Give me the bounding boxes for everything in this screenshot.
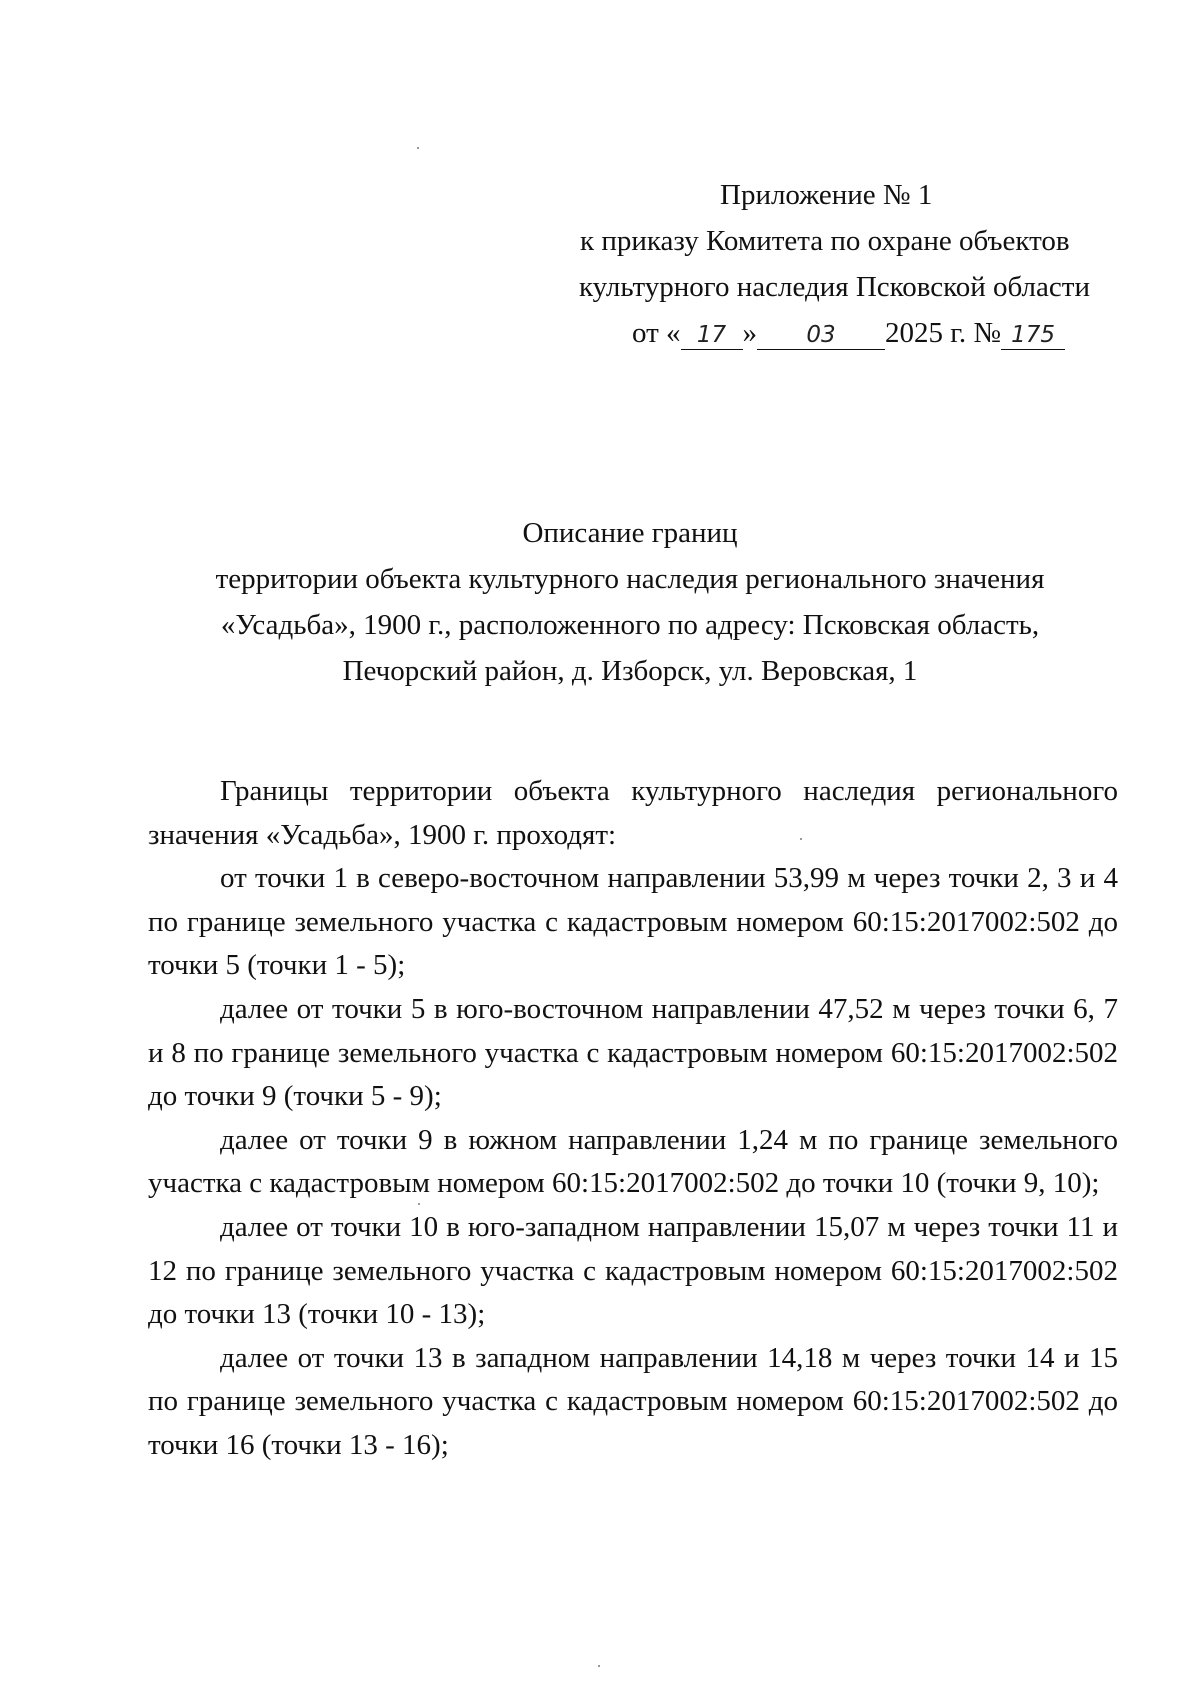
appendix-date-line (560, 310, 1120, 356)
body-paragraph: Границы территории объекта культурного наследия регионального значения «Усадьба», 1900 г. проходят: (148, 775, 1118, 851)
body-paragraph: далее от точки 9 в южном направлении 1,24 м по границе земельного участка с кадастровым номером 60:15:2017002:502 до точки 10 (точки 9, 10); (148, 1123, 1118, 1200)
body-paragraph: далее от точки 10 в юго-западном направлении 15,07 м через точки 11 и 12 по границе земельного участка с кадастровым номером 60:15:2017002:502 до точки 13 (точки 10 - 13); (148, 1210, 1118, 1331)
scan-speck (417, 147, 419, 149)
date-month-handwritten: 03 (757, 321, 885, 350)
scan-speck (598, 1665, 600, 1667)
order-number-handwritten: 175 (1001, 321, 1065, 350)
date-day-handwritten: 17 (681, 321, 743, 350)
body-paragraph: далее от точки 13 в западном направлении 14,18 м через точки 14 и 15 по границе земельного участка с кадастровым номером 60:15:2017002:502 до точки 16 (точки 13 - 16); (148, 1341, 1118, 1461)
body-paragraph: далее от точки 5 в юго-восточном направлении 47,52 м через точки 6, 7 и 8 по границе земельного участка с кадастровым номером 60:15:2017002:502 до точки 9 (точки 5 - 9); (148, 992, 1118, 1113)
title-line-2: территории объекта культурного наследия регионального значения (215, 563, 1045, 595)
title-line-3: «Усадьба», 1900 г., расположенного по адресу: Псковская область, (220, 609, 1040, 641)
body-paragraph: от точки 1 в северо-восточном направлении 53,99 м через точки 2, 3 и 4 по границе земельного участка с кадастровым номером 60:15:2017002:502 до точки 5 (точки 1 - 5); (148, 862, 1118, 982)
appendix-number: Приложение № 1 (720, 179, 933, 211)
title-line-4: Печорский район, д. Изборск, ул. Веровская, 1 (342, 655, 918, 687)
appendix-committee: культурного наследия Псковской области (579, 271, 1090, 303)
date-year: 2025 г. № (885, 317, 1002, 349)
appendix-order-ref: к приказу Комитета по охране объектов (580, 225, 1070, 257)
title-line-1: Описание границ (522, 517, 738, 549)
date-prefix: от « (632, 317, 681, 349)
document-body (148, 770, 1118, 1468)
document-title (160, 510, 1100, 694)
appendix-header (560, 172, 1120, 356)
date-mid: » (742, 317, 758, 349)
